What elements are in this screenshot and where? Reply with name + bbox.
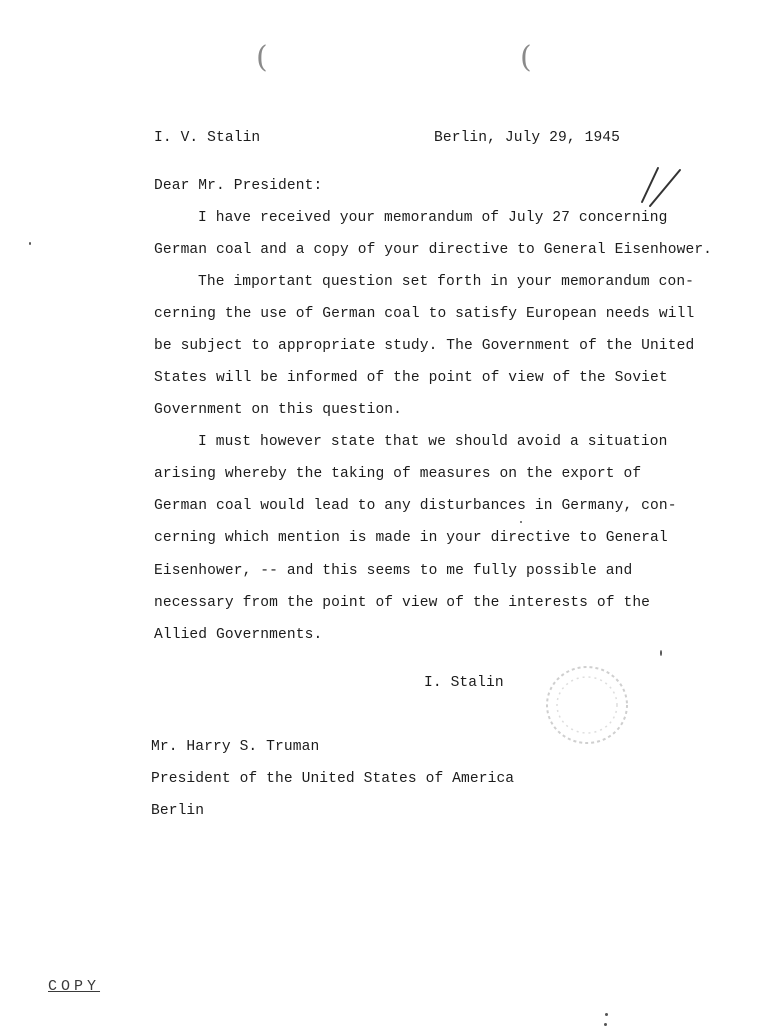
sender-name: I. V. Stalin [154, 130, 261, 146]
recipient-line: Mr. Harry S. Truman [151, 739, 320, 755]
copy-mark: COPY [48, 978, 101, 995]
paragraph-line: German coal and a copy of your directive to General Eisenhower. [154, 242, 713, 258]
punch-mark-left: ( [256, 40, 268, 75]
paragraph-line: necessary from the point of view of the interests of the [154, 595, 651, 611]
punch-mark-right: ( [520, 40, 532, 75]
speck [604, 1023, 607, 1026]
signature: I. Stalin [424, 675, 504, 691]
paragraph-line: Allied Governments. [154, 627, 323, 643]
paragraph-line: German coal would lead to any disturbances in Germany, con- [154, 498, 677, 514]
paragraph-line: Government on this question. [154, 402, 403, 418]
paragraph-line: Eisenhower, -- and this seems to me fully possible and [154, 563, 633, 579]
paragraph-line: be subject to appropriate study. The Government of the United [154, 338, 695, 354]
place-date: Berlin, July 29, 1945 [434, 130, 621, 146]
paragraph-line: The important question set forth in your memorandum con- [198, 274, 695, 290]
speck [520, 521, 522, 523]
paragraph-line: States will be informed of the point of view of the Soviet [154, 370, 668, 386]
paragraph-line: I must however state that we should avoid a situation [198, 434, 668, 450]
recipient-line: President of the United States of America [151, 771, 515, 787]
speck [605, 1013, 608, 1016]
recipient-line: Berlin [151, 803, 205, 819]
paragraph-line: arising whereby the taking of measures on the export of [154, 466, 642, 482]
speck [29, 242, 31, 245]
paragraph-line: cerning the use of German coal to satisfy European needs will [154, 306, 695, 322]
salutation: Dear Mr. President: [154, 178, 323, 194]
paragraph-line: I have received your memorandum of July 27 concerning [198, 210, 668, 226]
faded-stamp-icon [539, 660, 635, 750]
paragraph-line: cerning which mention is made in your directive to General [154, 530, 668, 546]
handwritten-mark-icon [636, 164, 686, 208]
speck [660, 650, 662, 656]
